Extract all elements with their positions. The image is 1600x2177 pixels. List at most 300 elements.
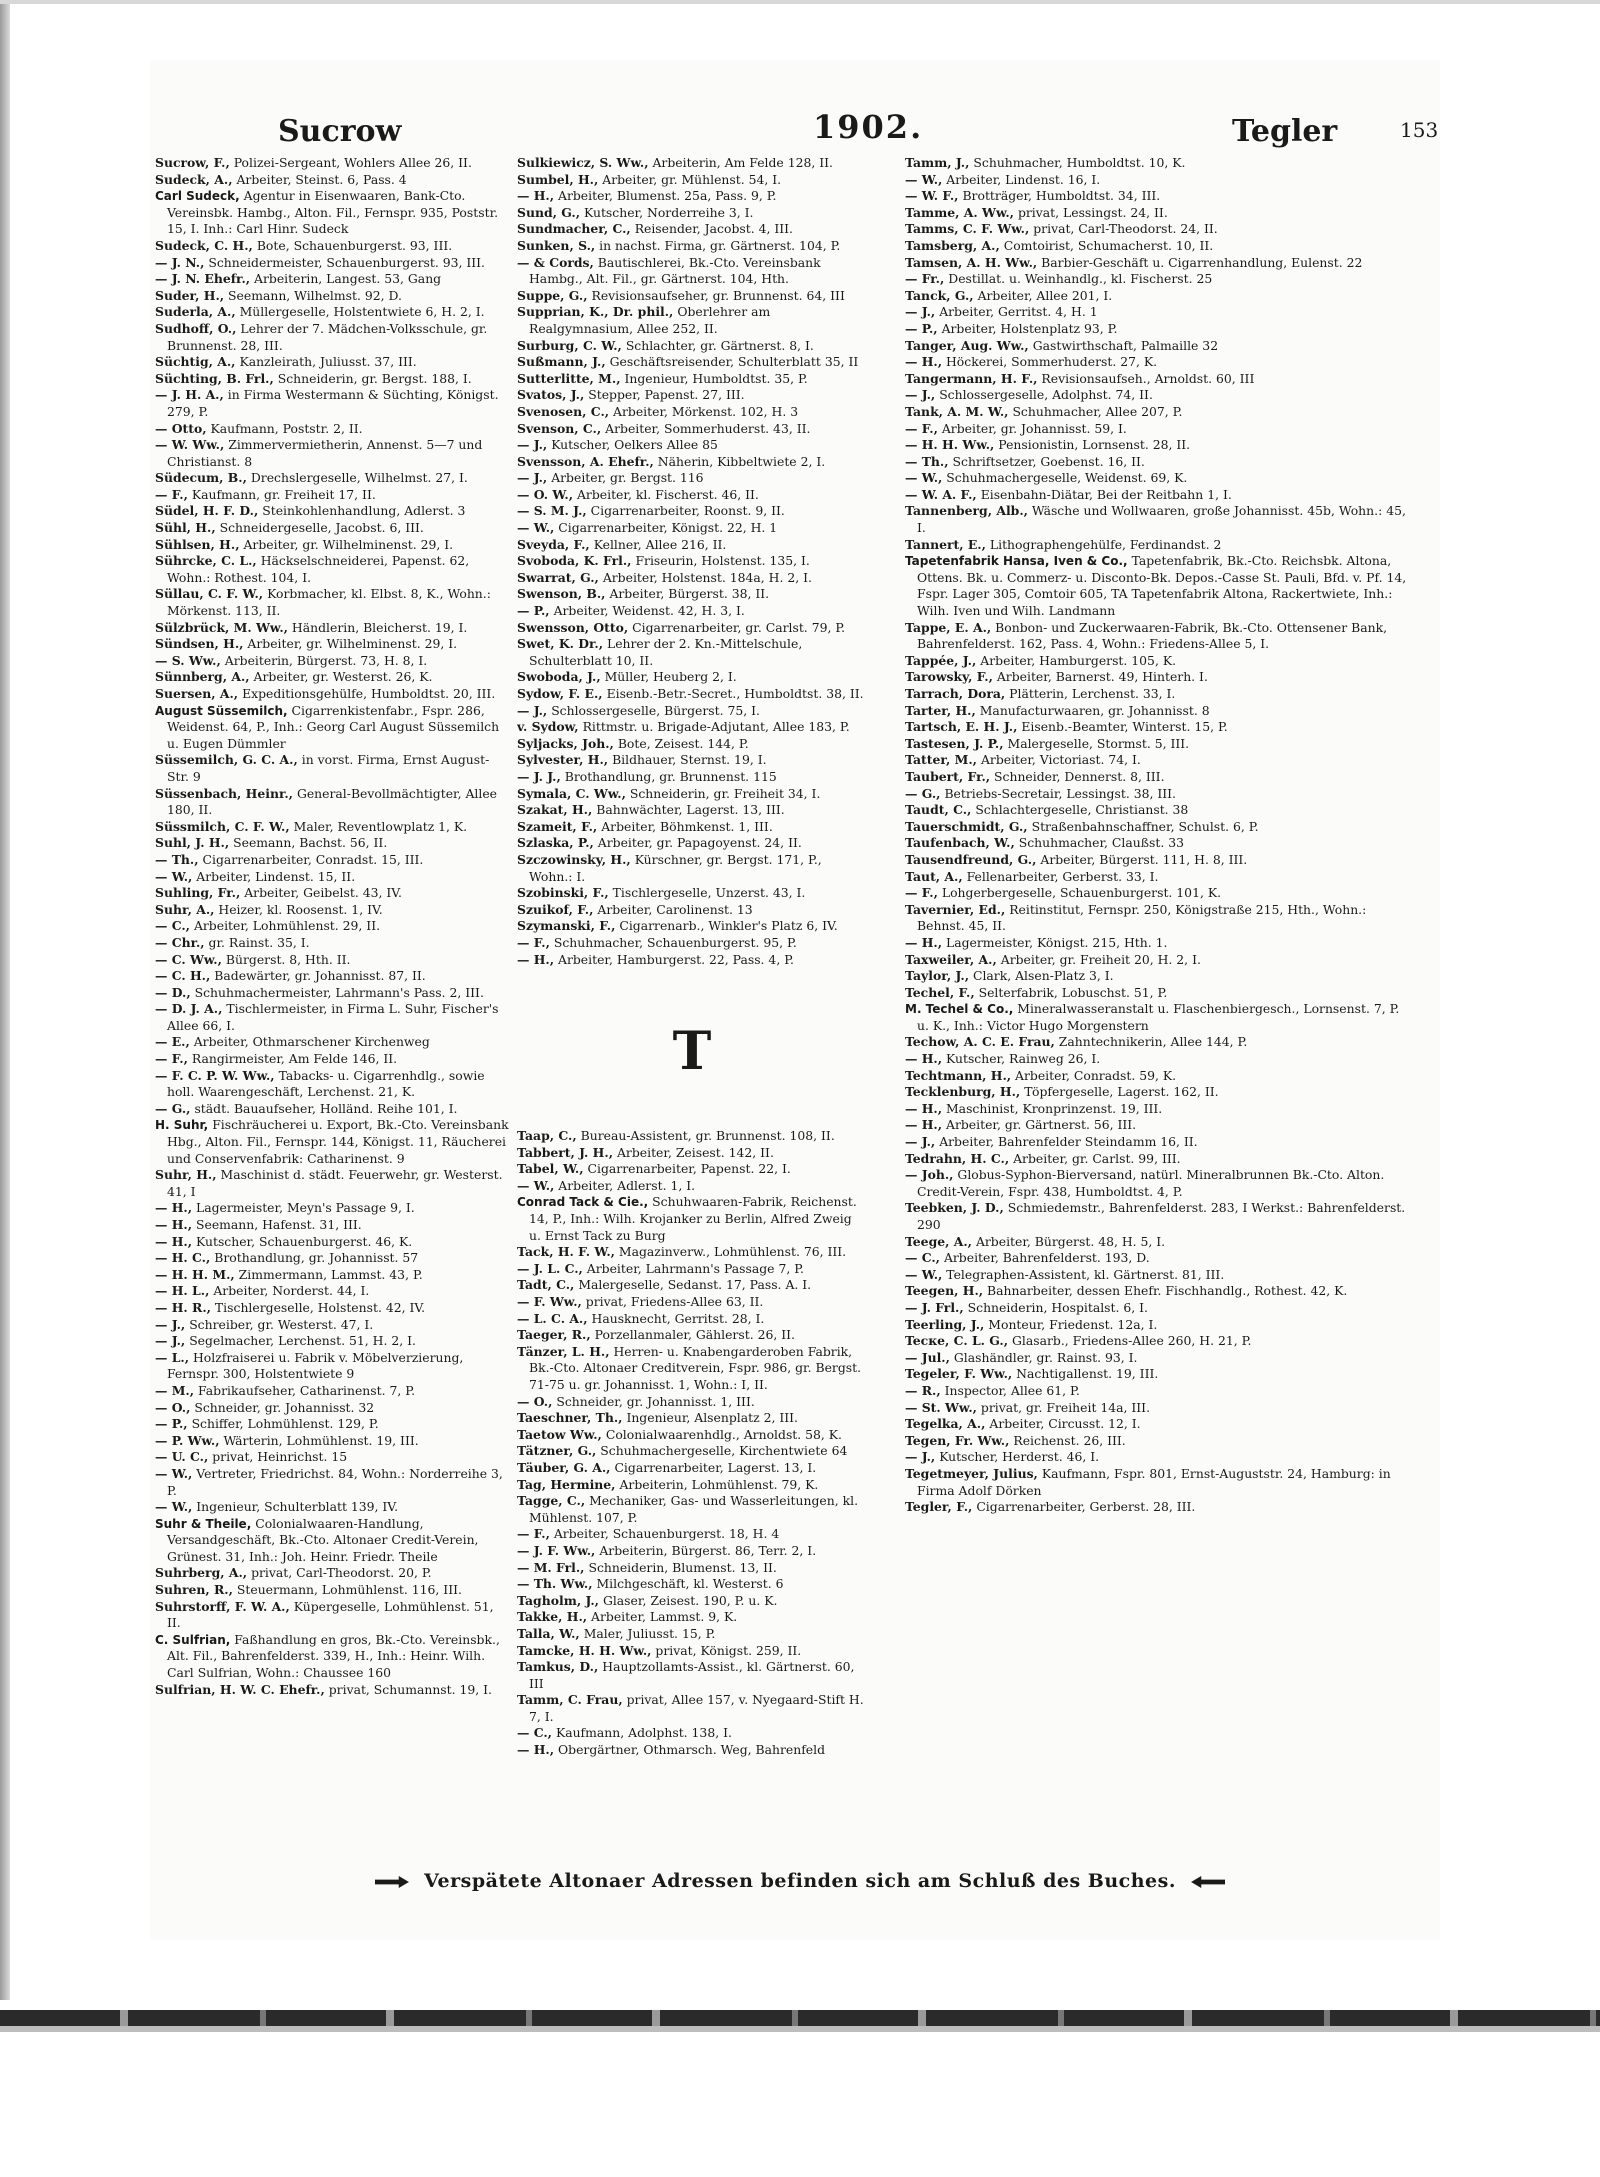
entry-name: — J. H. A., bbox=[155, 387, 224, 403]
entry-name: — J., bbox=[905, 1449, 936, 1465]
entry-name: — Fr., bbox=[905, 271, 945, 287]
entry-name: Tavernier, Ed., bbox=[905, 901, 1006, 917]
entry-details: Maschinist d. städt. Feuerwehr, gr. Westerst. 41, I bbox=[167, 1167, 503, 1199]
entry-name: Sußmann, J., bbox=[517, 354, 606, 370]
directory-entry bbox=[155, 1632, 510, 1682]
directory-entry bbox=[517, 454, 867, 471]
directory-entry bbox=[155, 503, 510, 520]
entry-details: Kutscher, Schauenburgerst. 46, K. bbox=[196, 1233, 413, 1249]
entry-name: Swensson, Otto, bbox=[517, 619, 629, 635]
entry-name: — E., bbox=[155, 1034, 190, 1050]
directory-entry bbox=[155, 1449, 510, 1466]
entry-name: — J. N., bbox=[155, 254, 205, 270]
entry-details: Reisender, Jacobst. 4, III. bbox=[634, 221, 793, 237]
entry-details: Arbeiterin, Bürgerst. 73, H. 8, I. bbox=[224, 652, 428, 668]
entry-name: Sudeck, C. H., bbox=[155, 237, 253, 253]
entry-name: Suhr, A., bbox=[155, 901, 215, 917]
entry-details: Arbeiter, gr. Westerst. 26, K. bbox=[253, 669, 433, 685]
entry-name: — J. Frl., bbox=[905, 1299, 964, 1315]
entry-details: Arbeiter, gr. Gärtnerst. 56, III. bbox=[946, 1117, 1137, 1133]
entry-name: — H., bbox=[155, 1217, 193, 1232]
directory-entry bbox=[905, 653, 1410, 670]
entry-name: — W., bbox=[905, 171, 943, 187]
entry-details: privat, Schumannst. 19, I. bbox=[328, 1681, 492, 1697]
entry-name: — F., bbox=[155, 486, 188, 502]
directory-entry bbox=[155, 1300, 510, 1317]
directory-column-3 bbox=[905, 155, 1410, 1870]
directory-entry bbox=[905, 802, 1410, 819]
entry-details: privat, Carl-Theodorst. 20, P. bbox=[251, 1565, 432, 1581]
entry-name: Tagge, C., bbox=[517, 1493, 586, 1509]
entry-details: Arbeiter, Norderst. 44, I. bbox=[213, 1283, 370, 1299]
entry-details: Schuhmacher, Humboldtst. 10, K. bbox=[973, 155, 1186, 170]
directory-entry bbox=[517, 1543, 867, 1560]
entry-details: Kutscher, Rainweg 26, I. bbox=[946, 1051, 1101, 1067]
directory-entry bbox=[905, 470, 1410, 487]
entry-details: Zimmervermietherin, Annenst. 5—7 und Christianst. 8 bbox=[167, 437, 483, 469]
directory-entry bbox=[517, 1327, 867, 1344]
directory-entry bbox=[517, 155, 867, 172]
entry-name: — Chr., bbox=[155, 934, 205, 950]
directory-entry bbox=[905, 968, 1410, 985]
entry-name: — H., bbox=[905, 1100, 943, 1116]
directory-entry bbox=[905, 1383, 1410, 1400]
directory-entry bbox=[905, 1433, 1410, 1450]
entry-details: Kellner, Allee 216, II. bbox=[593, 536, 727, 552]
entry-name: Swet, K. Dr., bbox=[517, 636, 604, 652]
entry-name: Tänzer, L. H., bbox=[517, 1343, 610, 1359]
entry-details: Maler, Juliusst. 15, P. bbox=[583, 1625, 716, 1641]
entry-name: Tangermann, H. F., bbox=[905, 370, 1038, 386]
entry-name: Tegler, F., bbox=[905, 1499, 973, 1515]
directory-entry bbox=[155, 1250, 510, 1267]
entry-details: Cigarrenarbeiter, Roonst. 9, II. bbox=[590, 503, 785, 519]
entry-name: — H., bbox=[905, 354, 943, 370]
entry-name: v. Sydow, bbox=[517, 719, 579, 735]
directory-entry bbox=[905, 935, 1410, 952]
entry-name: Tabbert, J. H., bbox=[517, 1144, 614, 1160]
entry-name: Tarter, H., bbox=[905, 702, 976, 718]
entry-details: Herren- u. Knabengarderoben Fabrik, Bk.-Cto. Altonaer Creditverein, Fspr. 986, gr. Bergst. 71-75 u. gr. Johannisst. 1, Wohn.: I, II. bbox=[529, 1343, 862, 1392]
entry-name: Tamm, J., bbox=[905, 155, 970, 170]
directory-entry bbox=[517, 338, 867, 355]
entry-name: Tegen, Fr. Ww., bbox=[905, 1432, 1010, 1448]
directory-entry bbox=[905, 271, 1410, 288]
entry-name: — Otto, bbox=[155, 420, 207, 436]
entry-details: Arbeiter, Lindenst. 16, I. bbox=[946, 171, 1101, 187]
directory-entry bbox=[517, 238, 867, 255]
entry-name: C. Sulfrian, bbox=[155, 1632, 231, 1647]
directory-entry bbox=[905, 852, 1410, 869]
entry-name: Swenson, B., bbox=[517, 586, 606, 602]
directory-entry bbox=[905, 338, 1410, 355]
entry-details: Häckselschneiderei, Papenst. 62, Wohn.: Rothest. 104, I. bbox=[167, 553, 470, 585]
directory-entry bbox=[517, 1277, 867, 1294]
directory-entry bbox=[905, 952, 1410, 969]
entry-name: — H., bbox=[517, 951, 555, 967]
entry-details: Arbeiter, gr. Bergst. 116 bbox=[551, 470, 704, 486]
entry-name: — J. F. Ww., bbox=[517, 1542, 596, 1558]
entry-name: — H., bbox=[905, 934, 943, 950]
entry-details: Arbeiter, gr. Wilhelminenst. 29, I. bbox=[247, 636, 458, 652]
entry-details: Kutscher, Norderreihe 3, I. bbox=[583, 204, 754, 220]
entry-details: Arbeiter, Lindenst. 15, II. bbox=[196, 868, 356, 884]
directory-entry bbox=[517, 885, 867, 902]
directory-entry bbox=[155, 354, 510, 371]
entry-name: Sulkiewicz, S. Ww., bbox=[517, 155, 649, 170]
entry-details: Arbeiter, Victoriast. 74, I. bbox=[980, 752, 1141, 768]
directory-entry bbox=[155, 1565, 510, 1582]
entry-name: Supprian, K., Dr. phil., bbox=[517, 304, 674, 320]
entry-name: Sund, G., bbox=[517, 204, 581, 220]
directory-entry bbox=[517, 437, 867, 454]
directory-entry bbox=[517, 786, 867, 803]
directory-entry bbox=[517, 503, 867, 520]
entry-details: Cigarrenarbeiter, Papenst. 22, I. bbox=[587, 1161, 791, 1177]
entry-name: Tecklenburg, H., bbox=[905, 1084, 1021, 1100]
directory-entry bbox=[155, 985, 510, 1002]
entry-name: — C., bbox=[905, 1250, 940, 1266]
entry-name: Tamme, A. Ww., bbox=[905, 204, 1014, 220]
directory-entry bbox=[905, 885, 1410, 902]
entry-details: gr. Rainst. 35, I. bbox=[208, 934, 310, 950]
entry-name: Täuber, G. A., bbox=[517, 1459, 611, 1475]
entry-details: Milchgeschäft, kl. Westerst. 6 bbox=[596, 1576, 784, 1592]
directory-entry bbox=[517, 603, 867, 620]
entry-name: Tannenberg, Alb., bbox=[905, 503, 1028, 519]
entry-name: Carl Sudeck, bbox=[155, 189, 240, 204]
entry-name: Tanck, G., bbox=[905, 287, 974, 303]
entry-details: Arbeiter, Bürgerst. 38, II. bbox=[609, 586, 770, 602]
directory-entry bbox=[905, 1350, 1410, 1367]
directory-entry bbox=[905, 238, 1410, 255]
entry-details: Hausknecht, Gerritst. 28, I. bbox=[591, 1310, 765, 1326]
scan-edge bbox=[0, 0, 10, 2000]
entry-name: Suhrstorff, F. W. A., bbox=[155, 1598, 290, 1614]
entry-name: Swarrat, G., bbox=[517, 569, 599, 585]
entry-details: Arbeiter, Sommerhuderst. 43, II. bbox=[605, 420, 811, 436]
directory-entry bbox=[905, 487, 1410, 504]
entry-details: Cigarrenarb., Winkler's Platz 6, IV. bbox=[619, 918, 838, 934]
entry-name: Techow, A. C. E. Frau, bbox=[905, 1034, 1055, 1050]
directory-entry bbox=[517, 520, 867, 537]
entry-name: Tegeler, F. Ww., bbox=[905, 1366, 1013, 1382]
directory-entry bbox=[517, 487, 867, 504]
header-left-word: Sucrow bbox=[278, 114, 402, 149]
directory-entry bbox=[155, 271, 510, 288]
entry-details: Kaufmann, gr. Freiheit 17, II. bbox=[191, 486, 376, 502]
directory-entry bbox=[517, 1443, 867, 1460]
directory-entry bbox=[905, 404, 1410, 421]
directory-entry bbox=[155, 437, 510, 470]
entry-name: Suppe, G., bbox=[517, 287, 588, 303]
directory-entry bbox=[517, 1410, 867, 1427]
entry-details: Schuhmachergeselle, Weidenst. 69, K. bbox=[946, 470, 1188, 486]
directory-entry bbox=[517, 719, 867, 736]
entry-details: Kürschner, gr. Bergst. 171, P., Wohn.: I. bbox=[529, 851, 822, 884]
entry-name: Techtmann, H., bbox=[905, 1067, 1012, 1083]
entry-details: städt. Bauaufseher, Holländ. Reihe 101, I. bbox=[194, 1100, 458, 1116]
entry-name: Sünnberg, A., bbox=[155, 669, 250, 685]
directory-entry bbox=[517, 802, 867, 819]
entry-name: — U. C., bbox=[155, 1449, 209, 1465]
entry-details: Cigarrenarbeiter, gr. Carlst. 79, P. bbox=[632, 619, 846, 635]
directory-entry bbox=[517, 620, 867, 637]
footer-note bbox=[320, 1870, 1280, 1892]
entry-details: Porzellanmaler, Gählerst. 26, II. bbox=[594, 1327, 795, 1343]
entry-name: Sudeck, A., bbox=[155, 171, 233, 187]
entry-name: Syljacks, Joh., bbox=[517, 735, 614, 751]
entry-details: Töpfergeselle, Lagerst. 162, II. bbox=[1024, 1084, 1219, 1100]
entry-name: — H., bbox=[155, 1233, 193, 1249]
directory-entry bbox=[155, 968, 510, 985]
entry-name: Sumbel, H., bbox=[517, 171, 599, 187]
header-year: 1902. bbox=[813, 108, 924, 146]
entry-details: Lehrer der 2. Kn.-Mittelschule, Schulterblatt 10, II. bbox=[529, 636, 803, 668]
entry-details: Seemann, Bachst. 56, II. bbox=[233, 835, 388, 851]
entry-details: Colonialwaarenhdlg., Arnoldst. 58, K. bbox=[605, 1426, 842, 1442]
scanner-strip-base bbox=[0, 2026, 1600, 2032]
directory-entry bbox=[155, 902, 510, 919]
entry-details: Schneiderin, Blumenst. 13, II. bbox=[588, 1559, 777, 1575]
entry-details: Arbeiter, Schauenburgerst. 18, H. 4 bbox=[553, 1526, 780, 1542]
directory-entry bbox=[905, 288, 1410, 305]
directory-entry bbox=[155, 321, 510, 354]
entry-name: Svenson, C., bbox=[517, 420, 602, 436]
directory-entry bbox=[155, 487, 510, 504]
entry-details: Ingenieur, Alsenplatz 2, III. bbox=[626, 1410, 798, 1426]
directory-entry bbox=[905, 1200, 1410, 1233]
directory-entry bbox=[155, 935, 510, 952]
entry-name: Taufenbach, W., bbox=[905, 835, 1015, 851]
directory-entry bbox=[155, 885, 510, 902]
entry-details: Bote, Zeisest. 144, P. bbox=[617, 735, 749, 751]
directory-entry bbox=[905, 172, 1410, 189]
directory-entry bbox=[905, 1267, 1410, 1284]
entry-details: Polizei-Sergeant, Wohlers Allee 26, II. bbox=[233, 155, 472, 170]
footer-note-text: Verspätete Altonaer Adressen befinden sich am Schluß des Buches. bbox=[424, 1870, 1176, 1892]
entry-name: Sylvester, H., bbox=[517, 752, 609, 768]
directory-entry bbox=[905, 255, 1410, 272]
directory-entry bbox=[517, 1311, 867, 1328]
entry-name: — J., bbox=[155, 1333, 186, 1349]
entry-details: Schuhmacher, Allee 207, P. bbox=[1012, 403, 1183, 419]
entry-details: Geschäftsreisender, Schulterblatt 35, II bbox=[609, 354, 859, 370]
directory-column-1 bbox=[155, 155, 510, 1870]
directory-entry bbox=[905, 1400, 1410, 1417]
entry-name: Symala, C. Ww., bbox=[517, 785, 626, 801]
directory-entry bbox=[517, 819, 867, 836]
entry-name: Tack, H. F. W., bbox=[517, 1244, 615, 1260]
entry-details: Arbeiter, Mörkenst. 102, H. 3 bbox=[613, 403, 799, 419]
entry-name: Teegen, H., bbox=[905, 1283, 984, 1299]
directory-entry bbox=[905, 221, 1410, 238]
entry-details: Pensionistin, Lornsenst. 28, II. bbox=[998, 437, 1191, 453]
entry-name: Tappée, J., bbox=[905, 652, 977, 668]
directory-entry bbox=[155, 1383, 510, 1400]
entry-name: Sulfrian, H. W. C. Ehefr., bbox=[155, 1681, 325, 1697]
entry-name: Conrad Tack & Cie., bbox=[517, 1195, 649, 1210]
directory-entry bbox=[905, 1366, 1410, 1383]
directory-entry bbox=[905, 537, 1410, 554]
directory-entry bbox=[905, 752, 1410, 769]
entry-name: Szameit, F., bbox=[517, 818, 598, 834]
entry-details: Arbeiter, gr. Johannisst. 59, I. bbox=[941, 420, 1127, 436]
entry-name: — P., bbox=[517, 603, 550, 619]
entry-name: Tastesen, J. P., bbox=[905, 735, 1004, 751]
entry-details: Steuermann, Lohmühlenst. 116, III. bbox=[236, 1582, 462, 1598]
directory-entry bbox=[905, 553, 1410, 619]
entry-details: Manufacturwaaren, gr. Johannisst. 8 bbox=[979, 702, 1210, 718]
entry-name: — J., bbox=[905, 304, 936, 320]
entry-details: Gastwirthschaft, Palmaille 32 bbox=[1032, 337, 1219, 353]
entry-details: Tischlergeselle, Unzerst. 43, I. bbox=[612, 885, 806, 901]
entry-name: Suhren, R., bbox=[155, 1582, 233, 1598]
directory-entry bbox=[905, 703, 1410, 720]
entry-details: Arbeiter, Bürgerst. 111, H. 8, III. bbox=[1040, 851, 1248, 867]
entry-details: Küpergeselle, Lohmühlenst. 51, II. bbox=[167, 1598, 494, 1631]
directory-entry bbox=[905, 1084, 1410, 1101]
entry-name: — H. R., bbox=[155, 1299, 211, 1315]
entry-name: — O. W., bbox=[517, 486, 574, 502]
entry-details: Oberlehrer am Realgymnasium, Allee 252, II. bbox=[529, 304, 771, 336]
entry-name: — L. C. A., bbox=[517, 1310, 588, 1326]
pointing-hand-icon bbox=[1191, 1876, 1225, 1888]
entry-name: Tamcke, H. H. Ww., bbox=[517, 1642, 652, 1658]
entry-details: Tabacks- u. Cigarrenhdlg., sowie holl. Waarengeschäft, Lerchenst. 21, K. bbox=[167, 1067, 485, 1100]
directory-entry bbox=[155, 1034, 510, 1051]
directory-entry bbox=[155, 620, 510, 637]
entry-details: Faßhandlung en gros, Bk.-Cto. Vereinsbk., Alt. Fil., Bahrenfelderst. 339, H., Inh.: Heinr. Wilh. Carl Sulfrian, Wohn.: Chaussee 160 bbox=[167, 1631, 500, 1681]
entry-name: — W., bbox=[517, 1177, 555, 1193]
entry-details: Steinkohlenhandlung, Adlerst. 3 bbox=[262, 503, 466, 519]
entry-name: Tamm, C. Frau, bbox=[517, 1692, 623, 1708]
entry-details: Plätterin, Lerchenst. 33, I. bbox=[1009, 686, 1176, 701]
entry-details: Inspector, Allee 61, P. bbox=[944, 1382, 1080, 1398]
directory-column-2 bbox=[517, 155, 867, 1870]
entry-name: — P. Ww., bbox=[155, 1432, 220, 1448]
directory-entry bbox=[517, 835, 867, 852]
directory-entry bbox=[905, 1449, 1410, 1466]
entry-details: Schneider, gr. Johannisst. 1, III. bbox=[556, 1393, 755, 1409]
entry-name: — M. Frl., bbox=[517, 1559, 585, 1575]
entry-name: — J., bbox=[517, 437, 548, 453]
entry-name: Südecum, B., bbox=[155, 470, 247, 486]
entry-name: Tank, A. M. W., bbox=[905, 403, 1009, 419]
entry-details: Kaufmann, Fspr. 801, Ernst-Auguststr. 24, Hamburg: in Firma Adolf Dörken bbox=[917, 1465, 1391, 1498]
directory-entry bbox=[155, 387, 510, 420]
entry-details: Rangirmeister, Am Felde 146, II. bbox=[191, 1051, 398, 1067]
directory-entry bbox=[517, 952, 867, 969]
directory-entry bbox=[155, 1267, 510, 1284]
entry-name: Sühlsen, H., bbox=[155, 536, 240, 552]
entry-details: Arbeiter, kl. Fischerst. 46, II. bbox=[576, 486, 759, 502]
directory-entry bbox=[517, 221, 867, 238]
directory-entry bbox=[517, 387, 867, 404]
entry-details: Maschinist, Kronprinzenst. 19, III. bbox=[946, 1100, 1163, 1116]
directory-entry bbox=[905, 902, 1410, 935]
directory-entry bbox=[517, 205, 867, 222]
entry-name: Svenosen, C., bbox=[517, 403, 610, 419]
entry-details: Cigarrenarbeiter, Lagerst. 13, I. bbox=[614, 1459, 817, 1475]
entry-name: — H. C., bbox=[155, 1250, 211, 1266]
entry-name: Süssmilch, C. F. W., bbox=[155, 818, 290, 834]
directory-entry bbox=[905, 503, 1410, 536]
directory-entry bbox=[517, 1725, 867, 1742]
directory-entry bbox=[155, 952, 510, 969]
entry-details: Bureau-Assistent, gr. Brunnenst. 108, II. bbox=[580, 1128, 835, 1144]
entry-details: Agentur in Eisenwaaren, Bank-Cto. Vereinsbk. Hambg., Alton. Fil., Fernspr. 935, Poststr. 15, I. Inh.: Carl Hinr. Sudeck bbox=[167, 188, 499, 237]
directory-entry bbox=[155, 703, 510, 753]
entry-details: General-Bevollmächtigter, Allee 180, II. bbox=[167, 785, 497, 818]
entry-details: Reitinstitut, Fernspr. 250, Königstraße 215, Hth., Wohn.: Behnst. 45, II. bbox=[917, 901, 1367, 934]
entry-details: Schuhmachermeister, Lahrmann's Pass. 2, III. bbox=[194, 984, 484, 1000]
entry-details: Schneider, gr. Johannisst. 32 bbox=[194, 1399, 375, 1415]
entry-details: Glaser, Zeisest. 190, P. u. K. bbox=[602, 1592, 778, 1608]
directory-entry bbox=[517, 570, 867, 587]
entry-details: Tischlermeister, in Firma L. Suhr, Fischer's Allee 66, I. bbox=[167, 1001, 499, 1033]
directory-entry bbox=[155, 586, 510, 619]
directory-entry bbox=[517, 1460, 867, 1477]
entry-name: — Th. Ww., bbox=[517, 1576, 593, 1592]
directory-entry bbox=[905, 1034, 1410, 1051]
entry-name: Taxweiler, A., bbox=[905, 951, 997, 967]
entry-details: Schneider, Dennerst. 8, III. bbox=[994, 768, 1165, 784]
directory-entry bbox=[905, 620, 1410, 653]
directory-entry bbox=[517, 769, 867, 786]
directory-entry bbox=[517, 1244, 867, 1261]
directory-entry bbox=[517, 918, 867, 935]
directory-entry bbox=[155, 1466, 510, 1499]
entry-details: Telegraphen-Assistent, kl. Gärtnerst. 81, III. bbox=[946, 1266, 1225, 1282]
entry-name: Tamsberg, A., bbox=[905, 237, 1000, 253]
directory-entry bbox=[155, 537, 510, 554]
entry-details: Globus-Syphon-Bierversand, natürl. Mineralbrunnen Bk.-Cto. Alton. Credit-Verein, Fspr. 438, Humboldtst. 4, P. bbox=[917, 1167, 1385, 1199]
entry-name: — W., bbox=[905, 1266, 943, 1282]
entry-details: Schneidermeister, Schauenburgerst. 93, III. bbox=[208, 254, 485, 270]
entry-details: Arbeiter, Allee 201, I. bbox=[977, 287, 1113, 303]
entry-name: — O., bbox=[517, 1393, 553, 1409]
entry-name: — W. A. F., bbox=[905, 486, 977, 502]
entry-details: Straßenbahnschaffner, Schulst. 6, P. bbox=[1031, 818, 1259, 834]
entry-details: Lagermeister, Meyn's Passage 9, I. bbox=[196, 1200, 415, 1216]
entry-name: Tarowsky, F., bbox=[905, 669, 993, 685]
entry-name: Tagholm, J., bbox=[517, 1592, 599, 1608]
entry-details: Brotträger, Humboldtst. 34, III. bbox=[962, 188, 1161, 204]
entry-details: Bildhauer, Sternst. 19, I. bbox=[612, 752, 767, 768]
entry-details: Reichenst. 26, III. bbox=[1013, 1432, 1126, 1448]
entry-details: Arbeiterin, Am Felde 128, II. bbox=[652, 155, 833, 170]
directory-entry bbox=[155, 1217, 510, 1234]
directory-entry bbox=[905, 719, 1410, 736]
entry-name: Tedrahn, H. C., bbox=[905, 1150, 1010, 1166]
entry-details: Wärterin, Lohmühlenst. 19, III. bbox=[223, 1432, 419, 1448]
entry-name: Teebken, J. D., bbox=[905, 1200, 1004, 1216]
entry-details: Cigarrenkistenfabr., Fspr. 286, Weidenst. 64, P., Inh.: Georg Carl August Süssemilch u. Eugen Dümmler bbox=[167, 702, 500, 751]
directory-entry bbox=[517, 1593, 867, 1610]
directory-entry bbox=[905, 1416, 1410, 1433]
entry-details: Kaufmann, Adolphst. 138, I. bbox=[555, 1725, 732, 1741]
entry-name: Suderla, A., bbox=[155, 304, 236, 320]
directory-entry bbox=[155, 819, 510, 836]
entry-name: Tätzner, G., bbox=[517, 1443, 597, 1459]
entry-name: — W., bbox=[517, 520, 555, 536]
entry-name: H. Suhr, bbox=[155, 1118, 209, 1133]
entry-name: Sucrow, F., bbox=[155, 155, 230, 170]
entry-details: Arbeiter, Blumenst. 25a, Pass. 9, P. bbox=[558, 188, 777, 204]
entry-name: — G., bbox=[905, 785, 941, 801]
entry-details: Expeditionsgehülfe, Humboldtst. 20, III. bbox=[242, 686, 496, 701]
